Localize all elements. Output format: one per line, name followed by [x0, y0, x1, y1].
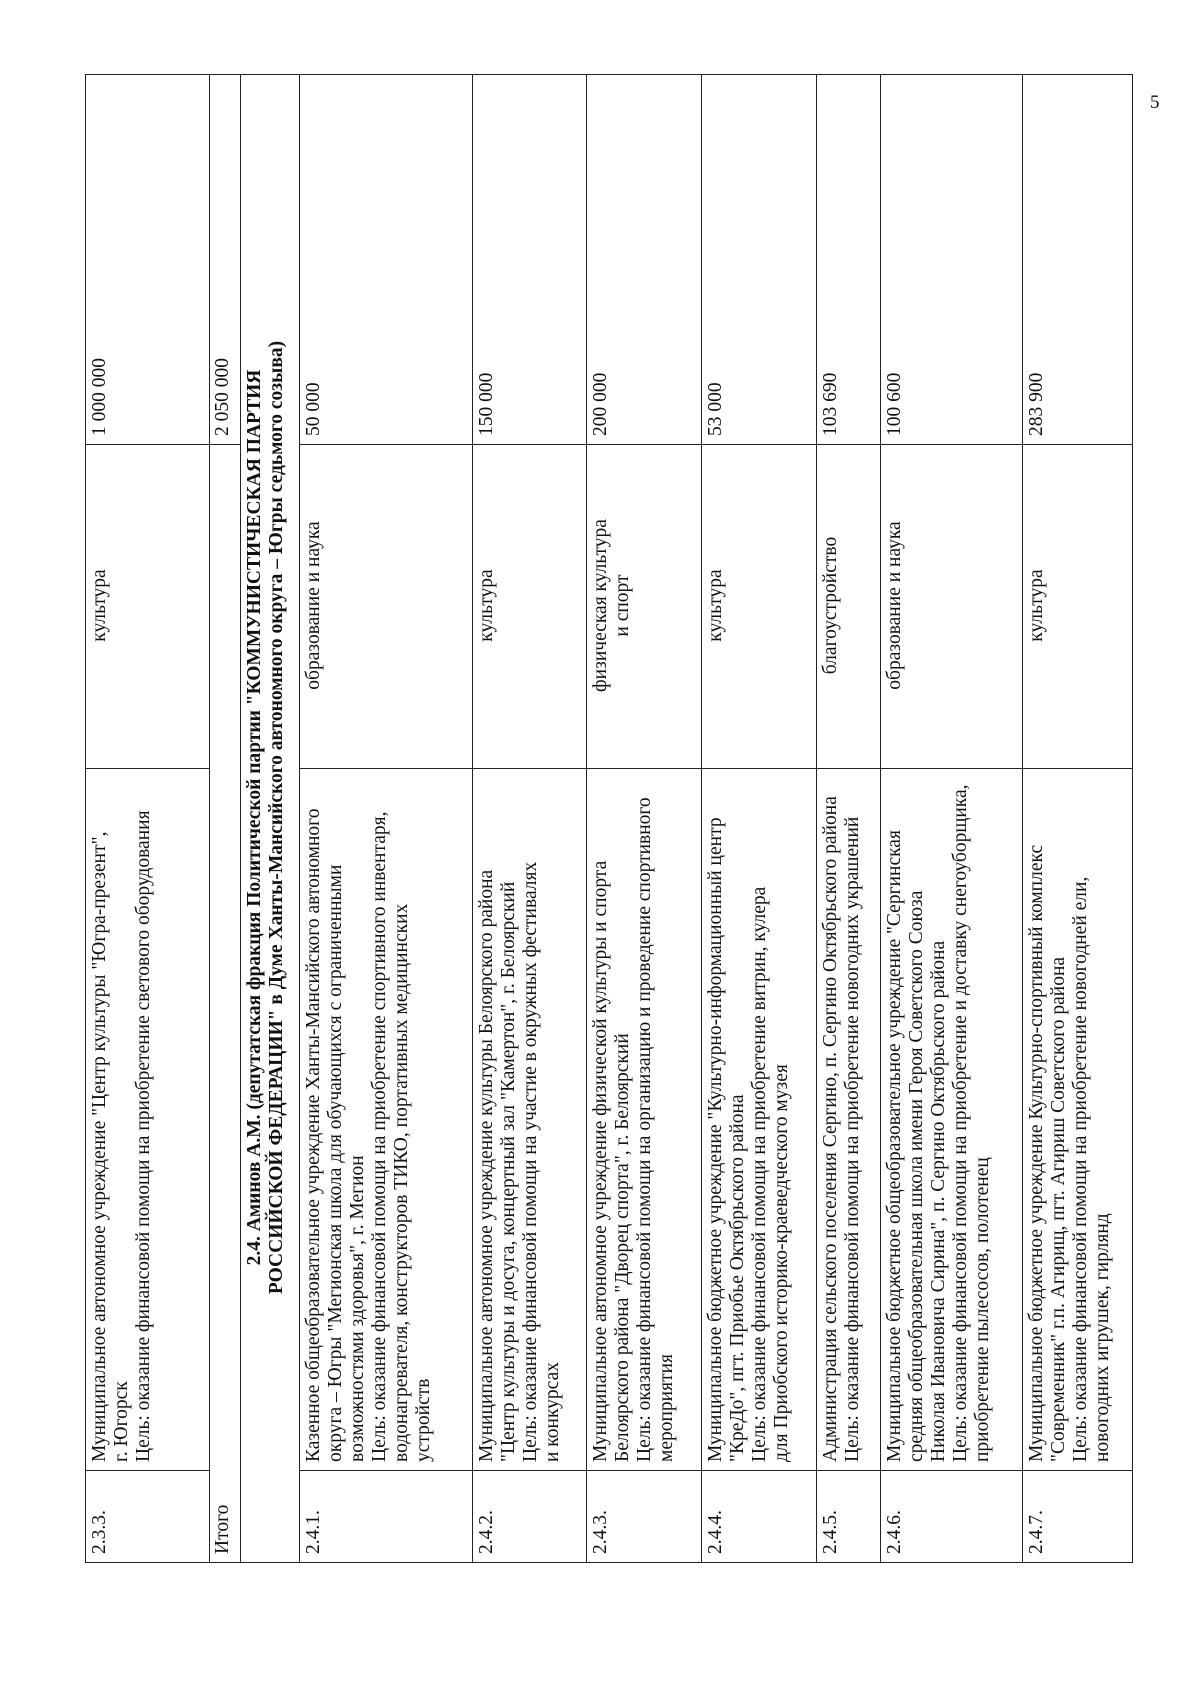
- row-sum: 283 900: [1022, 75, 1133, 445]
- row-number: 2.3.3.: [86, 1471, 210, 1563]
- row-description: Муниципальное автономное учреждение физической культуры и спорта Белоярского района "Дворец спорта", г. Белоярский Цель: оказание финансовой помощи на организацию и проведение спортивного мероприятия: [587, 769, 702, 1471]
- table-row: [300, 75, 472, 1563]
- table-row: [587, 75, 702, 1563]
- table-row: [1022, 75, 1133, 1563]
- page-number: 5: [1150, 92, 1160, 113]
- row-description: Муниципальное автономное учреждение культуры Белоярского района "Центр культуры и досуга, концертный зал "Камертон", г. Белоярский Цель: оказание финансовой помощи на участие в окружных фестивалях и конкурсах: [472, 769, 587, 1471]
- row-sphere: физическая культура и спорт: [587, 445, 702, 769]
- total-sum: 2 050 000: [209, 75, 240, 445]
- row-description: Муниципальное бюджетное общеобразовательное учреждение "Сергинская средняя общеобразовательная школа имени Героя Советского Союза Николая Ивановича Сирина", п. Сергино Октябрьского района Цель: оказание финансовой помощи на приобретение и доставку снегоуборщика, приобретение пылесосов, полотенец: [881, 769, 1022, 1471]
- total-label: Итого: [209, 445, 240, 1563]
- row-sum: 100 600: [881, 75, 1022, 445]
- table-row: [817, 75, 881, 1563]
- table-row: [702, 75, 817, 1563]
- row-sum: 103 690: [817, 75, 881, 445]
- row-sphere: культура: [1022, 445, 1133, 769]
- rotated-table-wrapper: [85, 75, 1133, 1563]
- table-row: [472, 75, 587, 1563]
- row-number: 2.4.7.: [1022, 1471, 1133, 1563]
- row-sum: 50 000: [300, 75, 472, 445]
- row-sphere: образование и наука: [300, 445, 472, 769]
- row-description: Казенное общеобразовательное учреждение Ханты-Мансийского автономного округа – Югры "Мегионская школа для обучающихся с ограниченными возможностями здоровья", г. Мегион Цель: оказание финансовой помощи на приобретение спортивного инвентаря, водонагревателя, конструкторов ТИКО, портативных медицинских устройств: [300, 769, 472, 1471]
- row-description: Администрация сельского поселения Сергино, п. Сергино Октябрьского района Цель: оказание финансовой помощи на приобретение новогодних украшений: [817, 769, 881, 1471]
- row-sphere: культура: [702, 445, 817, 769]
- row-description: Муниципальное бюджетное учреждение "Культурно-информационный центр "КреДо", пгт. Приобье Октябрьского района Цель: оказание финансовой помощи на приобретение витрин, кулера для Приобского историко-краеведческого музея: [702, 769, 817, 1471]
- row-number: 2.4.2.: [472, 1471, 587, 1563]
- section-title: 2.4. Аминов А.М. (депутатская фракция Политической партии "КОММУНИСТИЧЕСКАЯ ПАРТИЯ РОССИЙСКОЙ ФЕДЕРАЦИИ" в Думе Ханты-Мансийского автономного округа – Югры седьмого созыва): [240, 75, 300, 1563]
- row-number: 2.4.4.: [702, 1471, 817, 1563]
- allocation-table: [85, 74, 1133, 1563]
- row-sphere: образование и наука: [881, 445, 1022, 769]
- row-sum: 53 000: [702, 75, 817, 445]
- row-sum: 1 000 000: [86, 75, 210, 445]
- row-description: Муниципальное бюджетное учреждение Культурно-спортивный комплекс "Современник" г.п. Агирищ, пгт. Агириш Советского района Цель: оказание финансовой помощи на приобретение новогодней ели, новогодних игрушек, гирлянд: [1022, 769, 1133, 1471]
- row-number: 2.4.1.: [300, 1471, 472, 1563]
- row-number: 2.4.6.: [881, 1471, 1022, 1563]
- total-row: [209, 75, 240, 1563]
- row-description: Муниципальное автономное учреждение "Центр культуры "Югра-презент", г. Югорск Цель: оказание финансовой помощи на приобретение светового оборудования: [86, 769, 210, 1471]
- table-row: [86, 75, 210, 1563]
- row-number: 2.4.3.: [587, 1471, 702, 1563]
- row-number: 2.4.5.: [817, 1471, 881, 1563]
- row-sphere: культура: [472, 445, 587, 769]
- row-sum: 150 000: [472, 75, 587, 445]
- section-header-row: [240, 75, 300, 1563]
- row-sphere: благоустройство: [817, 445, 881, 769]
- row-sphere: культура: [86, 445, 210, 769]
- table-row: [881, 75, 1022, 1563]
- row-sum: 200 000: [587, 75, 702, 445]
